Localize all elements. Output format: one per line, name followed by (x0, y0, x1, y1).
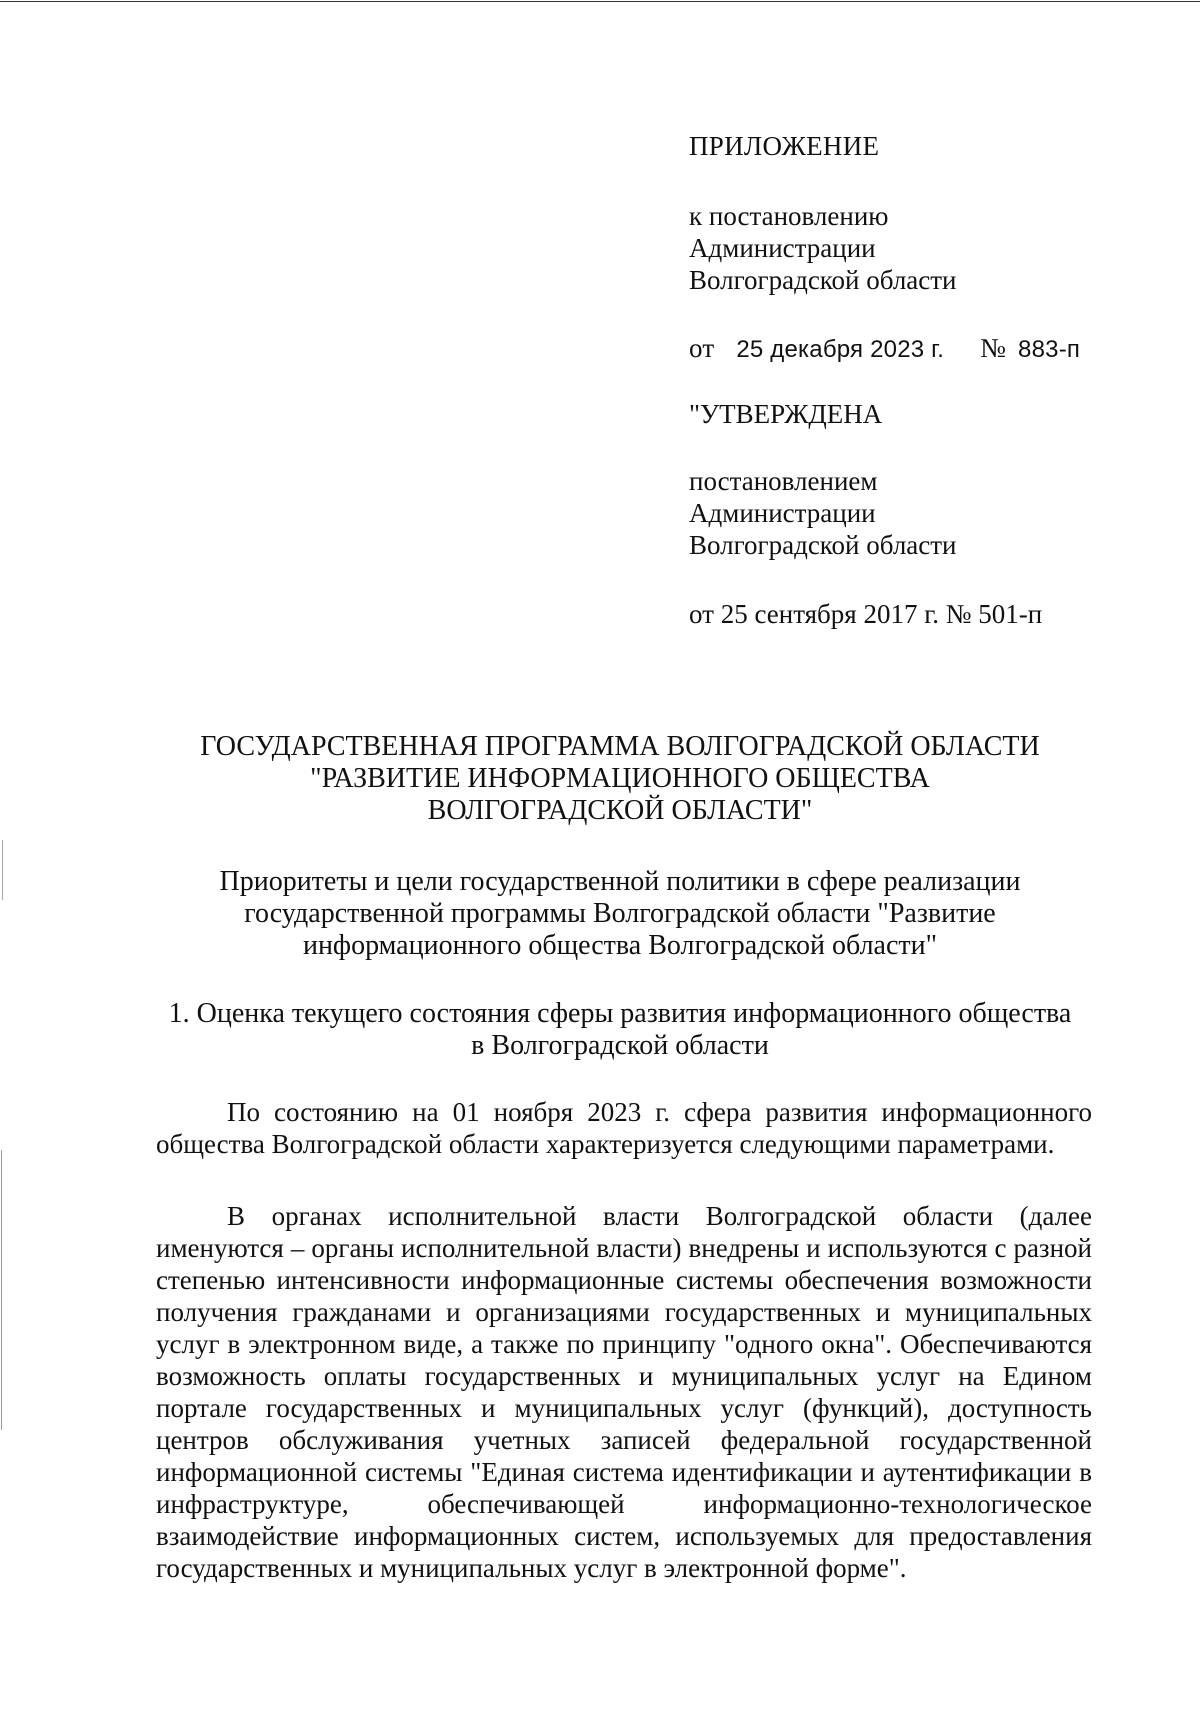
approved-by-line: Волгоградской области (689, 530, 957, 560)
section-heading-line: в Волгоградской области (471, 1030, 769, 1061)
program-title-line: ВОЛГОГРАДСКОЙ ОБЛАСТИ" (427, 795, 813, 826)
program-title-line: ГОСУДАРСТВЕННАЯ ПРОГРАММА ВОЛГОГРАДСКОЙ ОБЛАСТИ (200, 731, 1040, 762)
appendix-to (689, 200, 957, 296)
program-title-line: "РАЗВИТИЕ ИНФОРМАЦИОННОГО ОБЩЕСТВА (310, 763, 930, 794)
decree-date-from-label: от (689, 333, 715, 363)
body-paragraph: По состоянию на 01 ноября 2023 г. сфера развития информационного общества Волгоградской области характеризуется следующими параметрами. (156, 1097, 1092, 1159)
decree-date: 25 декабря 2023 г. (736, 336, 945, 363)
scan-edge-left (1, 1150, 2, 1430)
appendix-to-line: Администрации (689, 233, 876, 263)
appendix-to-line: к постановлению (689, 201, 889, 231)
approved-by-line: Администрации (689, 498, 876, 528)
appendix-title: ПРИЛОЖЕНИЕ (689, 131, 880, 161)
decree-number-sign: № (980, 333, 1007, 363)
priorities-heading-line: информационного общества Волгоградской области" (302, 930, 938, 961)
approved-date-line: от 25 сентября 2017 г. № 501-п (689, 599, 1043, 629)
scan-edge-left-mark (2, 840, 3, 900)
scan-edge-top (0, 1, 1200, 2)
section-heading-line: 1. Оценка текущего состояния сферы развития информационного общества (168, 998, 1072, 1029)
section-heading (130, 998, 1110, 1062)
approved-by (689, 465, 957, 561)
decree-number: 883-п (1018, 336, 1081, 363)
appendix-to-line: Волгоградской области (689, 265, 957, 295)
decree-date-line (689, 332, 1080, 366)
priorities-heading-line: Приоритеты и цели государственной политики в сфере реализации (219, 866, 1021, 897)
priorities-heading (120, 866, 1120, 962)
priorities-heading-line: государственной программы Волгоградской области "Развитие (244, 898, 996, 929)
program-title (120, 731, 1120, 827)
body-paragraph: В органах исполнительной власти Волгоградской области (далее именуются – органы исполнительной власти) внедрены и используются с разной степенью интенсивности информационные системы обеспечения возможности получения гражданами и организациями государственных и муниципальных услуг в электронном виде, а также по принципу "одного окна". Обеспечиваются возможность оплаты государственных и муниципальных услуг на Едином портале государственных и муниципальных услуг (функций), доступность центров обслуживания учетных записей федеральной государственной информационной системы "Единая система идентификации и аутентификации в инфраструктуре, обеспечивающей информационно-технологическое взаимодействие информационных систем, используемых для предоставления государственных и муниципальных услуг в электронной форме". (156, 1201, 1092, 1583)
approved-title: "УТВЕРЖДЕНА (689, 399, 883, 429)
approved-by-line: постановлением (689, 466, 878, 496)
